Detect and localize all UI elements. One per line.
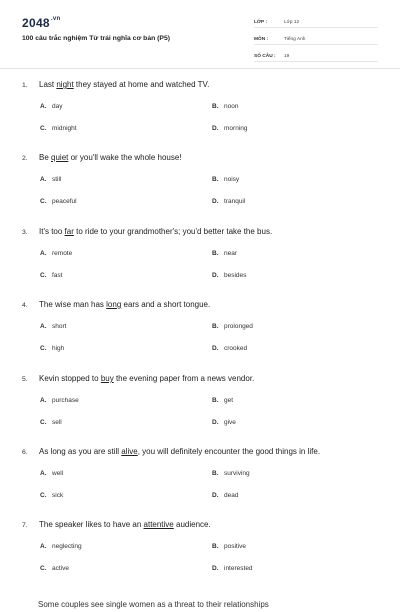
option-b[interactable] <box>212 176 239 183</box>
option-a[interactable] <box>40 103 62 110</box>
question-text <box>39 227 272 236</box>
question-5 <box>22 374 382 426</box>
question-text-post: the evening paper from a news vendor. <box>113 374 255 383</box>
question-number: 3. <box>22 229 28 236</box>
question-text <box>39 447 320 456</box>
question-number: 4. <box>22 302 28 309</box>
meta-class-value: Lớp 12 <box>284 20 300 25</box>
option-a[interactable] <box>40 323 66 330</box>
option-letter: A. <box>40 470 47 477</box>
question-text-pre: As long as you are still <box>39 447 122 456</box>
question-stem <box>22 153 382 162</box>
option-text: midnight <box>52 125 77 132</box>
question-number: 1. <box>22 82 28 89</box>
question-keyword: quiet <box>51 153 69 162</box>
answer-options <box>40 470 340 504</box>
option-text: high <box>52 345 65 352</box>
option-text: noisy <box>224 176 240 183</box>
option-c[interactable] <box>40 419 62 426</box>
question-text-pre: Be <box>39 153 52 162</box>
question-text-post: , you will definitely encounter the good things in life. <box>137 447 321 456</box>
question-text-post: they stayed at home and watched TV. <box>73 80 210 89</box>
option-b[interactable] <box>212 397 233 404</box>
question-text-pre: Last <box>39 80 57 89</box>
question-8-partial <box>38 594 338 609</box>
option-text: dead <box>224 492 239 499</box>
question-keyword: night <box>56 80 74 89</box>
option-d[interactable] <box>212 198 245 205</box>
option-text: well <box>52 470 64 477</box>
question-keyword: alive <box>121 447 138 456</box>
option-letter: B. <box>212 176 219 183</box>
option-text: short <box>52 323 67 330</box>
question-keyword: attentive <box>143 520 174 529</box>
option-text: still <box>52 176 62 183</box>
option-b[interactable] <box>212 323 253 330</box>
option-letter: B. <box>212 470 219 477</box>
option-d[interactable] <box>212 419 236 426</box>
question-number: 7. <box>22 522 28 529</box>
option-d[interactable] <box>212 345 247 352</box>
option-text: morning <box>224 125 248 132</box>
option-letter: B. <box>212 103 219 110</box>
question-stem <box>22 300 382 309</box>
question-text-post: to ride to your grandmother's; you'd better take the bus. <box>73 227 273 236</box>
answer-options <box>40 543 340 577</box>
question-3 <box>22 227 382 279</box>
option-letter: A. <box>40 543 47 550</box>
option-letter: C. <box>40 125 47 132</box>
answer-options <box>40 323 340 357</box>
meta-subject-key: MÔN : <box>254 37 269 42</box>
option-text: crooked <box>224 345 248 352</box>
question-6 <box>22 447 382 499</box>
question-keyword: long <box>106 300 122 309</box>
question-stem <box>22 520 382 529</box>
option-b[interactable] <box>212 250 237 257</box>
option-text: near <box>224 250 238 257</box>
option-b[interactable] <box>212 470 250 477</box>
option-text: prolonged <box>224 323 253 330</box>
site-logo[interactable] <box>22 16 60 30</box>
question-4 <box>22 300 382 352</box>
option-text: remote <box>52 250 73 257</box>
answer-options <box>40 250 340 284</box>
question-number: 5. <box>22 376 28 383</box>
option-letter: C. <box>40 565 47 572</box>
meta-subject <box>254 31 378 45</box>
option-letter: C. <box>40 345 47 352</box>
meta-count <box>254 48 378 62</box>
logo-text: 2048 <box>22 16 50 30</box>
question-text <box>39 374 254 383</box>
meta-class-key: LỚP : <box>254 20 268 25</box>
option-c[interactable] <box>40 272 62 279</box>
option-letter: C. <box>40 272 47 279</box>
meta-subject-value: Tiếng Anh <box>284 37 306 42</box>
question-stem <box>22 374 382 383</box>
option-text: sick <box>52 492 64 499</box>
question-stem <box>22 227 382 236</box>
option-letter: A. <box>40 250 47 257</box>
option-letter: B. <box>212 543 219 550</box>
option-letter: A. <box>40 323 47 330</box>
option-text: give <box>224 419 236 426</box>
question-1 <box>22 80 382 132</box>
answer-options <box>40 176 340 210</box>
question-text <box>39 80 209 89</box>
option-a[interactable] <box>40 470 63 477</box>
option-letter: B. <box>212 323 219 330</box>
option-letter: C. <box>40 492 47 499</box>
option-text: neglecting <box>52 543 82 550</box>
option-text: surviving <box>224 470 250 477</box>
option-letter: D. <box>212 272 219 279</box>
option-d[interactable] <box>212 492 238 499</box>
meta-count-value: 19 <box>284 54 290 59</box>
option-d[interactable] <box>212 565 253 572</box>
question-7 <box>22 520 382 572</box>
option-letter: D. <box>212 125 219 132</box>
question-number: 2. <box>22 155 28 162</box>
question-text-pre: Kevin stopped to <box>39 374 101 383</box>
option-letter: D. <box>212 565 219 572</box>
option-b[interactable] <box>212 103 238 110</box>
option-c[interactable] <box>40 492 63 499</box>
question-2 <box>22 153 382 205</box>
option-c[interactable] <box>40 345 64 352</box>
option-text: interested <box>224 565 253 572</box>
question-text-pre: It's too <box>39 227 65 236</box>
question-stem <box>22 447 382 456</box>
option-letter: C. <box>40 198 47 205</box>
question-text-pre: The speaker likes to have an <box>39 520 144 529</box>
option-c[interactable] <box>40 565 69 572</box>
question-text-post: or you'll wake the whole house! <box>68 153 182 162</box>
option-letter: D. <box>212 198 219 205</box>
option-text: purchase <box>52 397 79 404</box>
meta-count-key: SỐ CÂU : <box>254 54 276 59</box>
meta-panel <box>254 14 378 65</box>
option-b[interactable] <box>212 543 246 550</box>
option-letter: D. <box>212 345 219 352</box>
question-text <box>39 153 182 162</box>
option-text: fast <box>52 272 63 279</box>
option-letter: A. <box>40 397 47 404</box>
question-text-pre: The wise man has <box>39 300 107 309</box>
answer-options <box>40 397 340 431</box>
option-a[interactable] <box>40 250 72 257</box>
option-text: day <box>52 103 63 110</box>
option-letter: D. <box>212 419 219 426</box>
option-text: get <box>224 397 234 404</box>
option-letter: D. <box>212 492 219 499</box>
option-text: active <box>52 565 69 572</box>
option-d[interactable] <box>212 272 246 279</box>
option-text: besides <box>224 272 247 279</box>
meta-class <box>254 14 378 28</box>
option-text: sell <box>52 419 62 426</box>
logo-suffix: .vn <box>50 16 61 22</box>
question-text <box>39 520 211 529</box>
question-text <box>39 300 210 309</box>
option-letter: A. <box>40 176 47 183</box>
option-c[interactable] <box>40 198 77 205</box>
answer-options <box>40 103 340 137</box>
question-text-post: ears and a short tongue. <box>121 300 211 309</box>
question-stem <box>22 80 382 89</box>
option-text: peaceful <box>52 198 77 205</box>
option-text: tranquil <box>224 198 246 205</box>
option-letter: B. <box>212 250 219 257</box>
option-text: noon <box>224 103 239 110</box>
option-a[interactable] <box>40 176 61 183</box>
document-title: 100 câu trắc nghiệm Từ trái nghĩa cơ bản (P5) <box>22 35 170 42</box>
question-keyword: far <box>64 227 74 236</box>
worksheet-header <box>0 0 400 69</box>
option-d[interactable] <box>212 125 247 132</box>
option-letter: A. <box>40 103 47 110</box>
question-text-post: audience. <box>173 520 211 529</box>
question-8-text-partial: Some couples see single women as a threat to their relationships <box>38 600 269 609</box>
option-letter: B. <box>212 397 219 404</box>
option-a[interactable] <box>40 397 79 404</box>
question-keyword: buy <box>100 374 114 383</box>
question-number: 6. <box>22 449 28 456</box>
option-letter: C. <box>40 419 47 426</box>
option-a[interactable] <box>40 543 82 550</box>
option-c[interactable] <box>40 125 77 132</box>
option-text: positive <box>224 543 247 550</box>
